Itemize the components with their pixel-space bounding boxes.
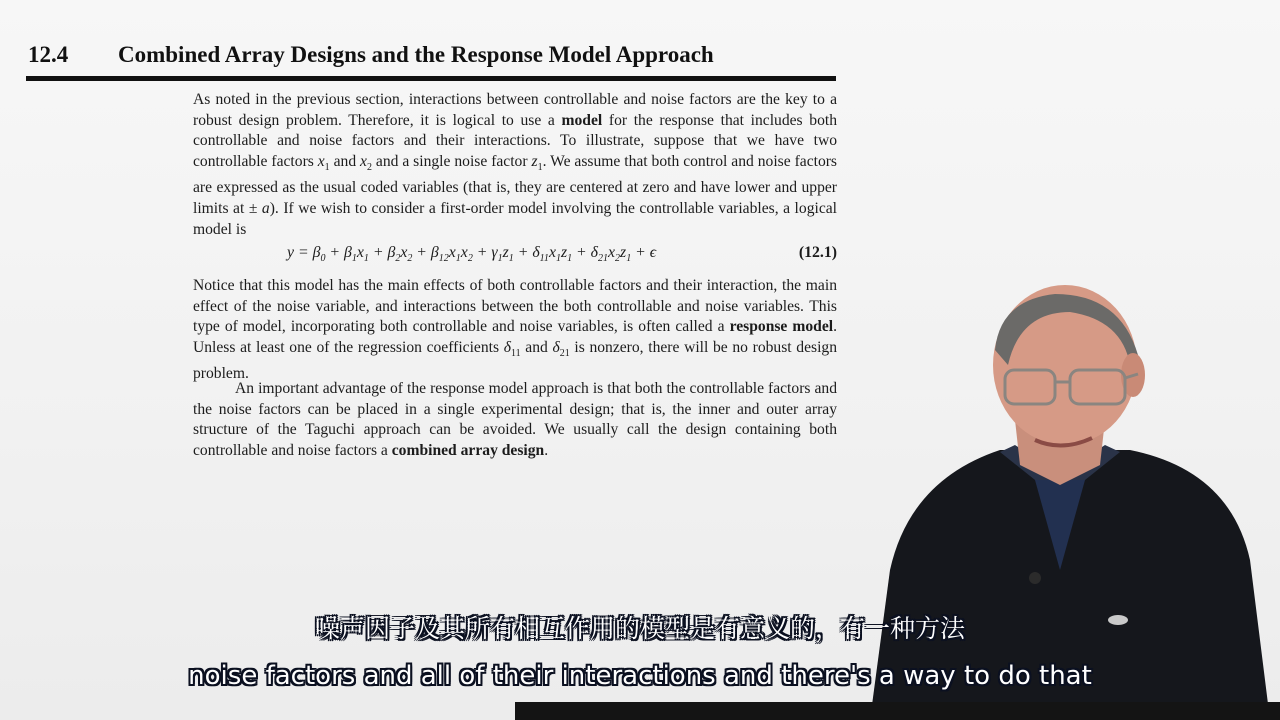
subtitle-english: noise factors and all of their interactions and there's a way to do that xyxy=(188,661,1092,691)
section-title: Combined Array Designs and the Response Model Approach xyxy=(118,42,714,67)
subtitle-chinese: 噪声因子及其所有相互作用的模型是有意义的，有一种方法 xyxy=(314,614,965,643)
paragraph-response-model: Notice that this model has the main effects of both controllable factors and their interaction, the main effect of the noise variable, and interactions between the both controllable and noise variables. This type of model, incorporating both controllable and noise variables, is often called a response model. Unless at least one of the regression coefficients $\delta_{11}$ and $\delta_{21}$ is nonzero, there will be no robust design problem. xyxy=(193,277,838,383)
desk-edge xyxy=(515,702,1280,720)
paragraph-intro: As noted in the previous section, interactions between controllable and noise factors are the key to a robust design problem. Therefore, it is logical to use a model for the response that includes both controllable and noise factors and their interactions. To illustrate, suppose that we have two controllable factors $x_1$ and $x_2$ and a single noise factor $z_1$. We assume that both control and noise factors are expressed as the usual coded variables (that is, they are centered at zero and have lower and upper limits at ± a). If we wish to consider a first-order model involving the controllable variables, a logical model is xyxy=(193,91,838,238)
term-response-model: response model xyxy=(729,318,834,336)
paragraph-combined-array: An important advantage of the response model approach is that both the controllable factors and the noise factors can be placed in a single experimental design; that is, the inner and outer array structure of the Taguchi approach can be avoided. We usually call the design containing both controllable and noise factors a combined array design. xyxy=(193,380,837,459)
section-number: 12.4 xyxy=(28,42,69,67)
term-model: model xyxy=(561,111,603,129)
equation-body: $y = \beta_0 + \beta_1x_1 + \beta_2x_2 + \beta_{12}x_1x_2 + \gamma_1z_1 + \delta_{11}x_1z_1 + \delta_{21}x_2z_1 + \epsilon$ xyxy=(287,244,657,265)
lapel-mic-icon xyxy=(1029,572,1041,584)
equation-number: (12.1) xyxy=(798,244,837,261)
presenter-video xyxy=(830,270,1280,720)
section-header xyxy=(26,40,836,81)
term-combined-array-design: combined array design xyxy=(391,441,545,459)
equation-12-1 xyxy=(193,244,837,268)
